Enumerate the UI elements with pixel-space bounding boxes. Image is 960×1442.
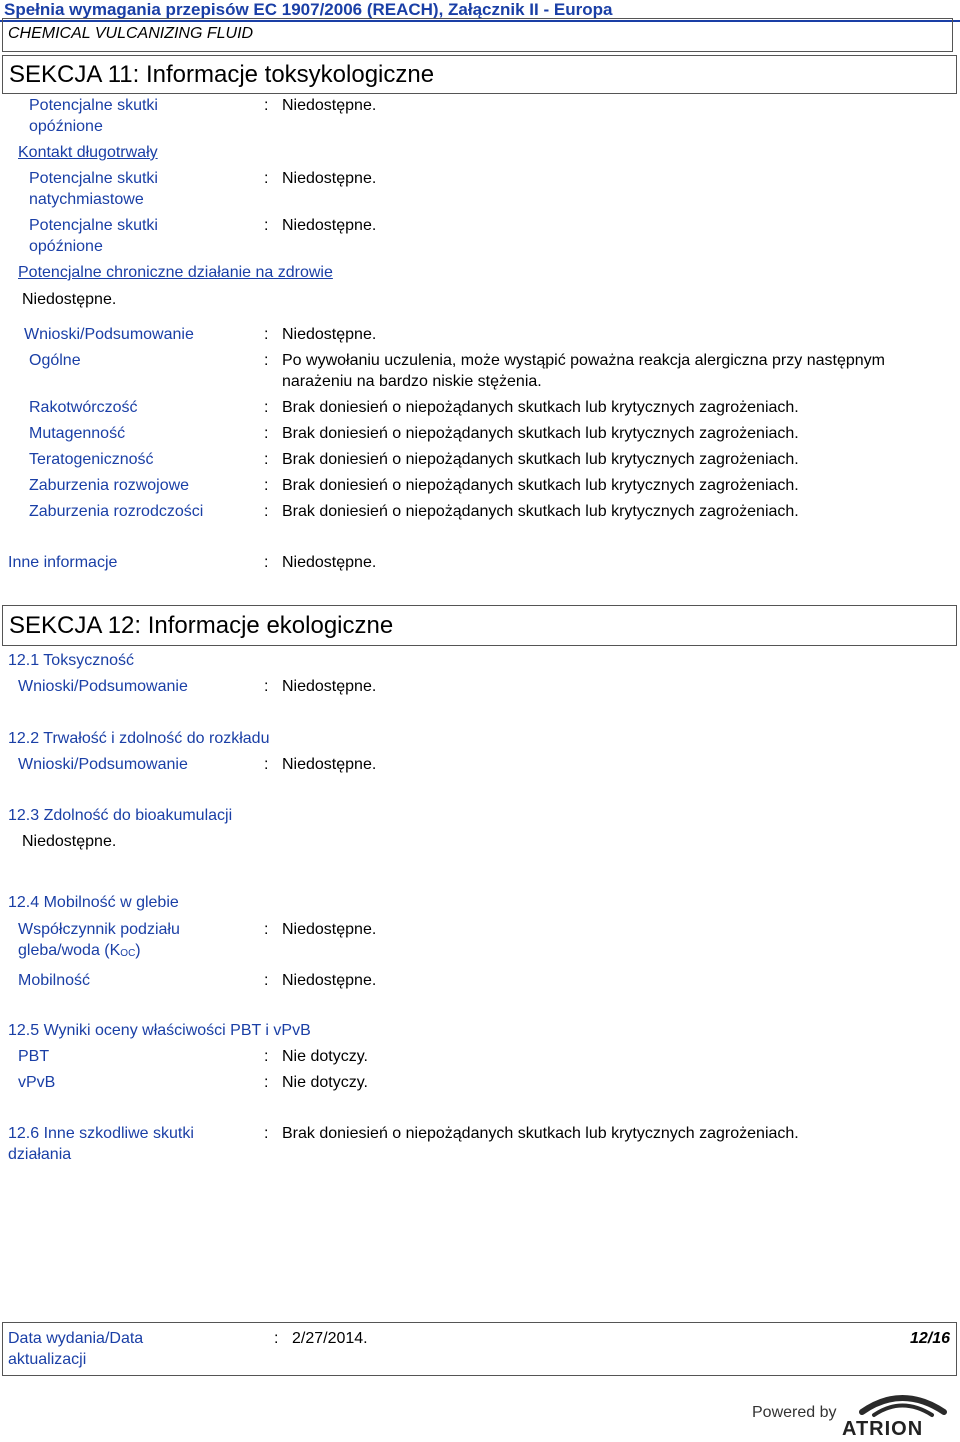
colon: : <box>264 451 269 468</box>
persistence-heading: 12.2 Trwałość i zdolność do rozkładu <box>8 730 270 747</box>
colon: : <box>264 399 269 416</box>
atrion-brand-text: ATRION <box>842 1418 924 1440</box>
colon: : <box>264 921 269 938</box>
colon: : <box>264 678 269 695</box>
summary-value: Niedostępne. <box>282 326 377 343</box>
bioaccumulation-value: Niedostępne. <box>22 833 117 850</box>
mobility-value: Niedostępne. <box>282 972 377 989</box>
persistence-summary-value: Niedostępne. <box>282 756 377 773</box>
colon: : <box>264 352 269 369</box>
carcinogenicity-value: Brak doniesień o niepożądanych skutkach lub krytycznych zagrożeniach. <box>282 399 799 416</box>
powered-by-text: Powered by <box>752 1404 837 1421</box>
colon: : <box>274 1330 279 1347</box>
vpvb-value: Nie dotyczy. <box>282 1074 368 1091</box>
pbt-heading: 12.5 Wyniki oceny właściwości PBT i vPvB <box>8 1022 311 1039</box>
chronic-effects-heading: Potencjalne chroniczne działanie na zdrowie <box>18 264 333 281</box>
toxicity-summary-label: Wnioski/Podsumowanie <box>18 678 188 695</box>
colon: : <box>264 170 269 187</box>
koc-label: Współczynnik podziału gleba/woda $(K_{OC})$ <box>18 921 180 959</box>
other-adverse-value: Brak doniesień o niepożądanych skutkach lub krytycznych zagrożeniach. <box>282 1125 799 1142</box>
reproductive-value: Brak doniesień o niepożądanych skutkach lub krytycznych zagrożeniach. <box>282 503 799 520</box>
colon: : <box>264 1074 269 1091</box>
colon: : <box>264 972 269 989</box>
general-label: Ogólne <box>29 352 81 369</box>
colon: : <box>264 477 269 494</box>
other-info-label: Inne informacje <box>8 554 118 571</box>
toxicity-summary-value: Niedostępne. <box>282 678 377 695</box>
delayed-effects-label-1: Potencjalne skutki opóźnione <box>29 97 158 135</box>
koc-value: Niedostępne. <box>282 921 377 938</box>
colon: : <box>264 97 269 114</box>
teratogenicity-label: Teratogeniczność <box>29 451 154 468</box>
mutagenicity-value: Brak doniesień o niepożądanych skutkach lub krytycznych zagrożeniach. <box>282 425 799 442</box>
developmental-value: Brak doniesień o niepożądanych skutkach lub krytycznych zagrożeniach. <box>282 477 799 494</box>
chronic-effects-value: Niedostępne. <box>22 291 117 308</box>
mobility-heading: 12.4 Mobilność w glebie <box>8 894 179 911</box>
immediate-effects-label: Potencjalne skutki natychmiastowe <box>29 170 158 208</box>
page-number: 12/16 <box>909 1330 950 1347</box>
pbt-label: PBT <box>18 1048 50 1065</box>
mobility-label: Mobilność <box>18 972 91 989</box>
carcinogenicity-label: Rakotwórczość <box>29 399 138 416</box>
colon: : <box>264 326 269 343</box>
summary-label: Wnioski/Podsumowanie <box>24 326 194 343</box>
mutagenicity-label: Mutagenność <box>29 425 126 442</box>
colon: : <box>264 756 269 773</box>
compliance-header: Spełnia wymagania przepisów EC 1907/2006 (REACH), Załącznik II - Europa <box>4 0 613 19</box>
section-12-title: SEKCJA 12: Informacje ekologiczne <box>9 612 394 639</box>
colon: : <box>264 217 269 234</box>
bioaccumulation-heading: 12.3 Zdolność do bioakumulacji <box>8 807 233 824</box>
section-11-title: SEKCJA 11: Informacje toksykologiczne <box>9 61 435 88</box>
long-contact-heading: Kontakt długotrwały <box>18 144 158 161</box>
pbt-value: Nie dotyczy. <box>282 1048 368 1065</box>
teratogenicity-value: Brak doniesień o niepożądanych skutkach lub krytycznych zagrożeniach. <box>282 451 799 468</box>
issue-date-label: Data wydania/Data aktualizacji <box>8 1330 144 1368</box>
reproductive-label: Zaburzenia rozrodczości <box>29 503 204 520</box>
immediate-effects-value: Niedostępne. <box>282 170 377 187</box>
general-value: Po wywołaniu uczulenia, może wystąpić poważna reakcja alergiczna przy następnym narażeniu na bardzo niskie stężenia. <box>282 352 885 390</box>
toxicity-heading: 12.1 Toksyczność <box>8 652 134 669</box>
delayed-effects-label-2: Potencjalne skutki opóźnione <box>29 217 158 255</box>
issue-date-value: 2/27/2014. <box>292 1330 368 1347</box>
developmental-label: Zaburzenia rozwojowe <box>29 477 190 494</box>
persistence-summary-label: Wnioski/Podsumowanie <box>18 756 188 773</box>
colon: : <box>264 503 269 520</box>
other-adverse-heading: 12.6 Inne szkodliwe skutki działania <box>8 1125 194 1163</box>
product-name: CHEMICAL VULCANIZING FLUID <box>8 25 254 42</box>
vpvb-label: vPvB <box>18 1074 56 1091</box>
delayed-effects-value-1: Niedostępne. <box>282 97 377 114</box>
colon: : <box>264 1048 269 1065</box>
colon: : <box>264 554 269 571</box>
delayed-effects-value-2: Niedostępne. <box>282 217 377 234</box>
colon: : <box>264 425 269 442</box>
other-info-value: Niedostępne. <box>282 554 377 571</box>
colon: : <box>264 1125 269 1142</box>
